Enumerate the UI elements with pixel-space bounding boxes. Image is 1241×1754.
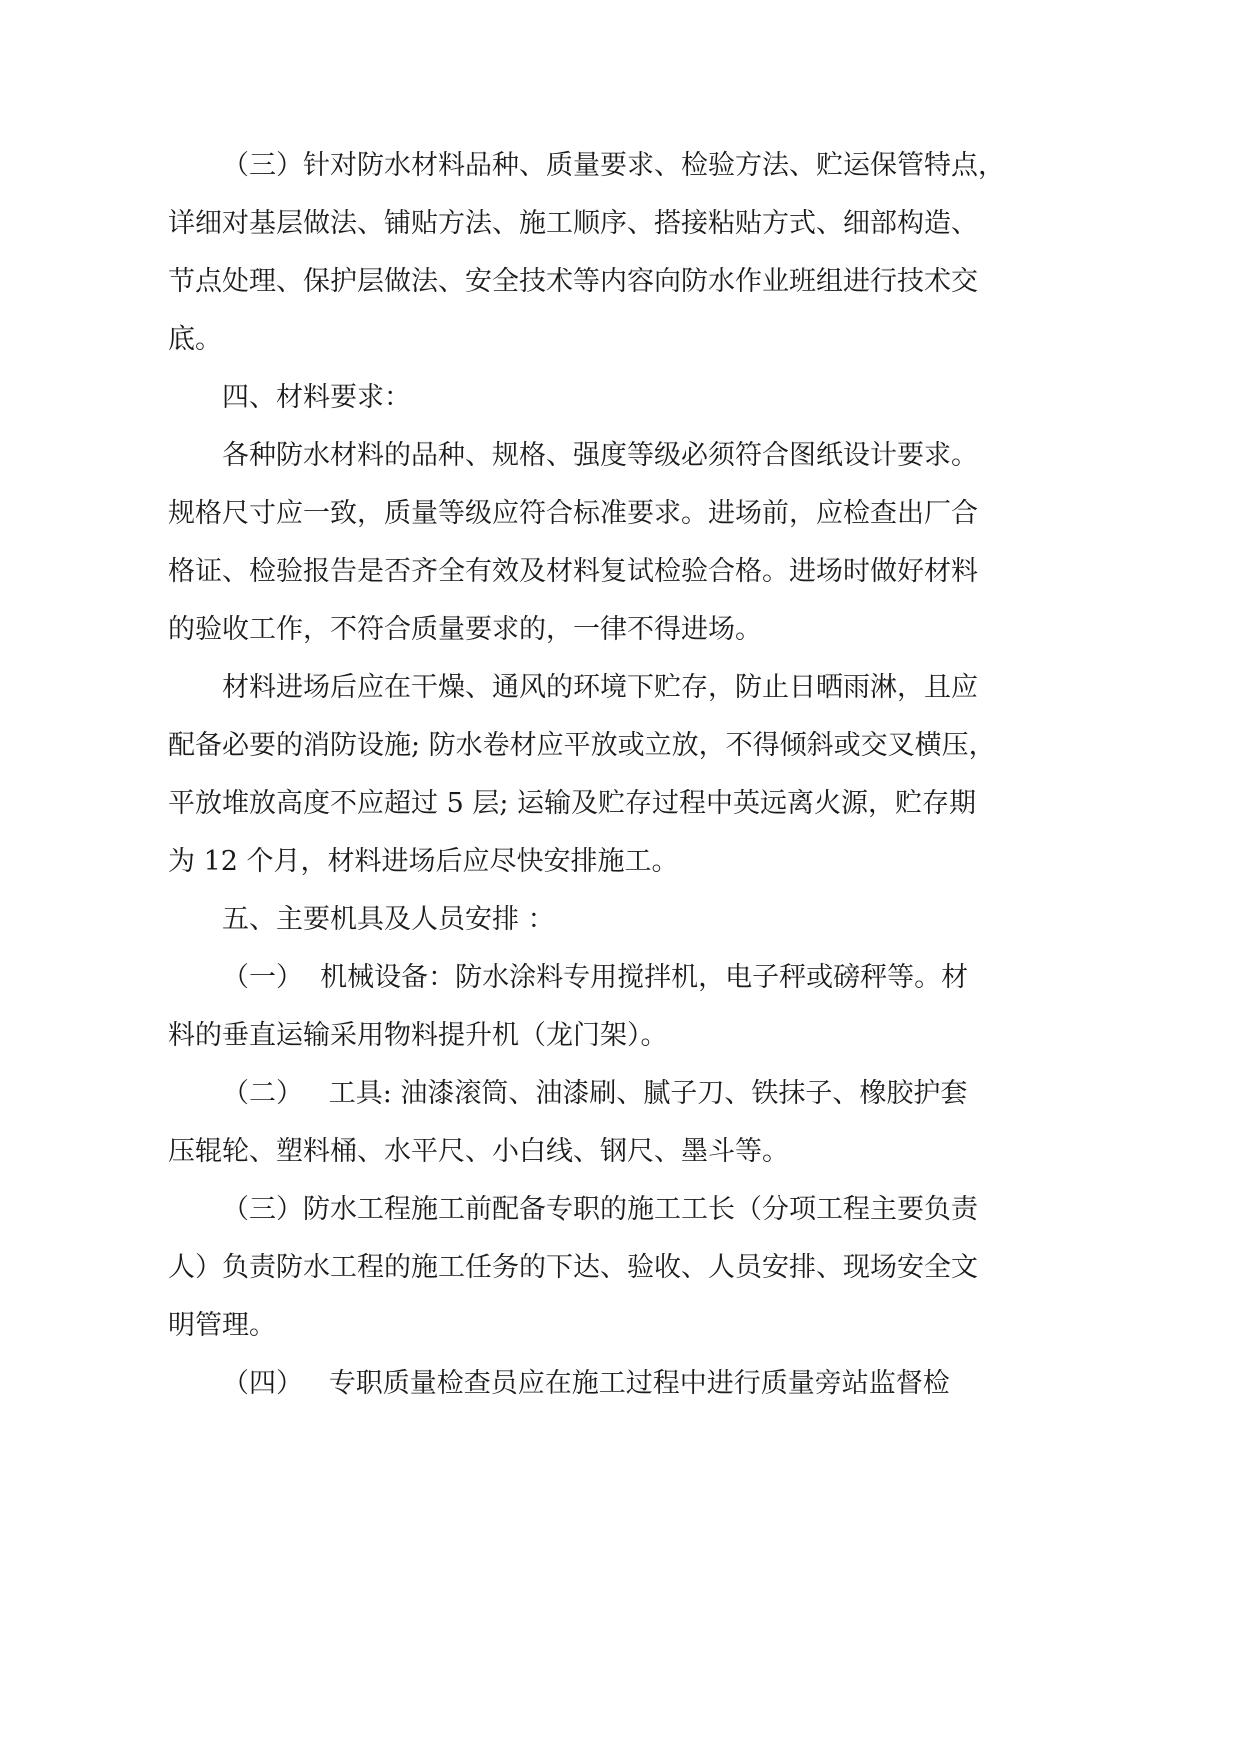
section-heading: 五、主要机具及人员安排 ： xyxy=(222,904,555,935)
text-line: （一） 机械设备：防水涂料专用搅拌机，电子秤或磅秤等。材 xyxy=(222,962,969,993)
text-line: 节点处理、保护层做法、安全技术等内容向防水作业班组进行技术交 xyxy=(168,266,978,297)
text-line: 底。 xyxy=(168,324,222,355)
text-line: 各种防水材料的品种、规格、强度等级必须符合图纸设计要求。 xyxy=(222,440,978,471)
text-line: 明管理。 xyxy=(168,1310,276,1341)
text-line: 平放堆放高度不应超过 5 层; 运输及贮存过程中英远离火源，贮存期 xyxy=(168,788,977,819)
text-line: 规格尺寸应一致，质量等级应符合标准要求。进场前，应检查出厂合 xyxy=(168,498,978,529)
section-heading: 四、材料要求： xyxy=(222,382,411,413)
text-line: （四） 专职质量检查员应在施工过程中进行质量旁站监督检 xyxy=(222,1368,950,1399)
text-line: 材料进场后应在干燥、通风的环境下贮存，防止日晒雨淋，且应 xyxy=(222,672,978,703)
text-line: 格证、检验报告是否齐全有效及材料复试检验合格。进场时做好材料 xyxy=(168,556,978,587)
text-line: 详细对基层做法、铺贴方法、施工顺序、搭接粘贴方式、细部构造、 xyxy=(168,208,978,239)
text-line: 的验收工作，不符合质量要求的，一律不得进场。 xyxy=(168,614,762,645)
text-line: 配备必要的消防设施; 防水卷材应平放或立放，不得倾斜或交叉横压， xyxy=(168,730,996,761)
text-line: 料的垂直运输采用物料提升机（龙门架）。 xyxy=(168,1020,668,1051)
text-line: （三）防水工程施工前配备专职的施工工长（分项工程主要负责 xyxy=(222,1194,978,1225)
text-line: （三）针对防水材料品种、质量要求、检验方法、贮运保管特点， xyxy=(222,150,1005,181)
text-line: 为 12 个月，材料进场后应尽快安排施工。 xyxy=(168,846,679,877)
text-line: 人）负责防水工程的施工任务的下达、验收、人员安排、现场安全文 xyxy=(168,1252,978,1283)
text-line: （二） 工具: 油漆滚筒、油漆刷、腻子刀、铁抹子、橡胶护套 xyxy=(222,1078,968,1109)
text-line: 压辊轮、塑料桶、水平尺、小白线、钢尺、墨斗等。 xyxy=(168,1136,789,1167)
